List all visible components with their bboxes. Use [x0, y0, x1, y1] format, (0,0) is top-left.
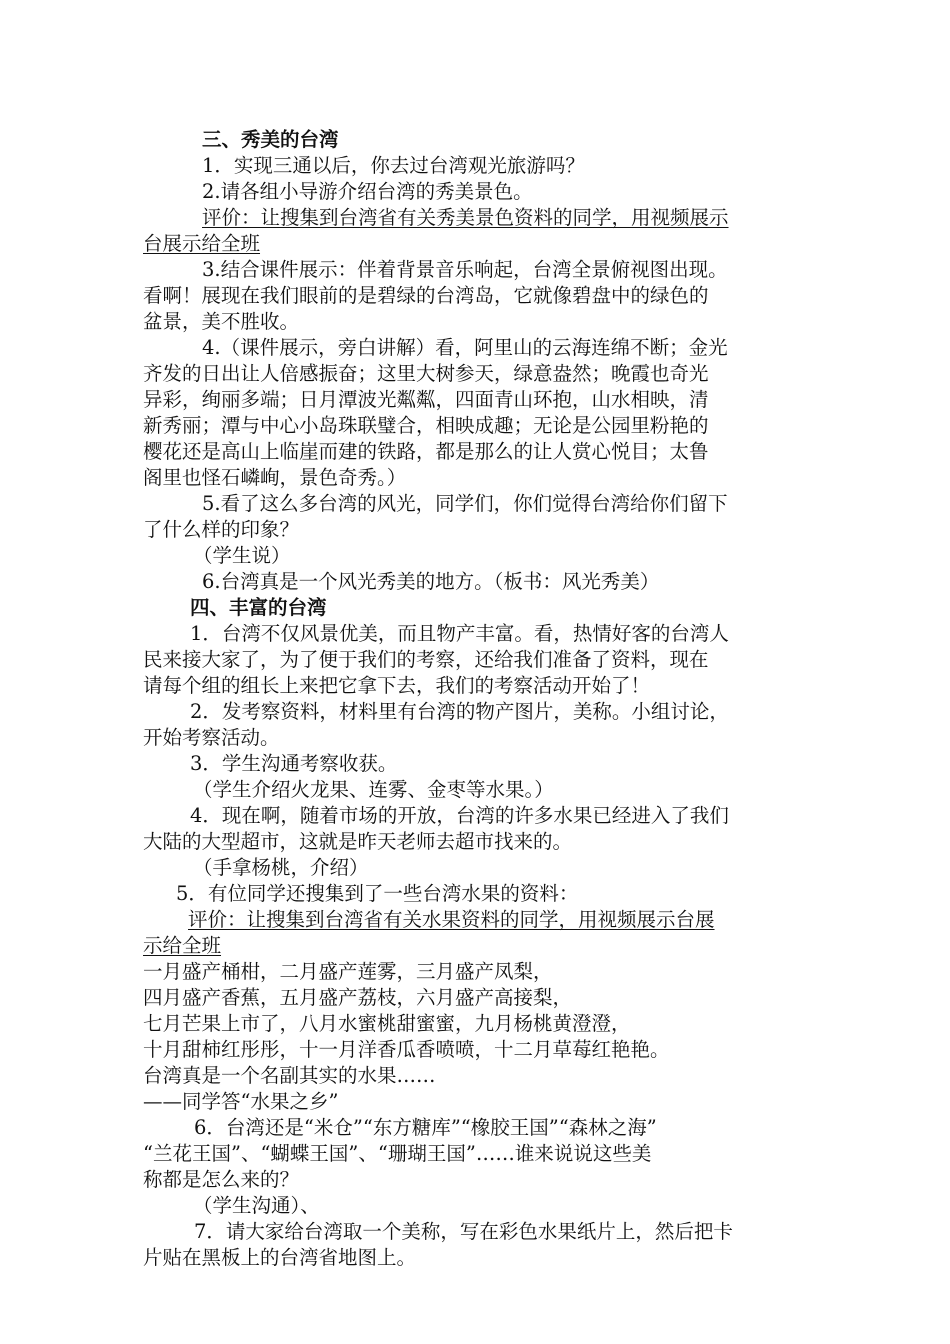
paragraph-line: 民来接大家了，为了便于我们的考察，还给我们准备了资料，现在	[143, 648, 709, 671]
poem-line: 七月芒果上市了，八月水蜜桃甜蜜蜜，九月杨桃黄澄澄，	[143, 1012, 631, 1035]
evaluation-note-line: 示给全班	[143, 934, 222, 957]
paragraph-line: 看啊！展现在我们眼前的是碧绿的台湾岛，它就像碧盘中的绿色的	[143, 284, 709, 307]
poem-line: 四月盛产香蕉，五月盛产荔枝，六月盛产高接梨，	[143, 986, 573, 1009]
paragraph-line: 6．台湾还是“米仓”“东方糖库”“橡胶王国”“森林之海”	[194, 1116, 657, 1139]
paragraph-line: （学生介绍火龙果、连雾、金枣等水果。）	[193, 778, 554, 801]
paragraph-line: 异彩，绚丽多端；日月潭波光粼粼，四面青山环抱，山水相映，清	[143, 388, 709, 411]
paragraph-line: 片贴在黑板上的台湾省地图上。	[143, 1246, 417, 1269]
paragraph-line: 4．现在啊，随着市场的开放，台湾的许多水果已经进入了我们	[190, 804, 729, 827]
paragraph-line: 请每个组的组长上来把它拿下去，我们的考察活动开始了！	[143, 674, 651, 697]
paragraph-line: 1．台湾不仅风景优美，而且物产丰富。看，热情好客的台湾人	[190, 622, 729, 645]
paragraph-line: 大陆的大型超市，这就是昨天老师去超市找来的。	[143, 830, 573, 853]
paragraph-line: 5．有位同学还搜集到了一些台湾水果的资料：	[176, 882, 579, 905]
section-heading-3: 三、秀美的台湾	[202, 128, 339, 151]
paragraph-line: 了什么样的印象？	[143, 518, 300, 541]
paragraph-line: 4.（课件展示，旁白讲解）看，阿里山的云海连绵不断；金光	[202, 336, 728, 359]
poem-line: 十月甜柿红彤彤，十一月洋香瓜香喷喷，十二月草莓红艳艳。	[143, 1038, 670, 1061]
paragraph-line: 樱花还是高山上临崖而建的铁路，都是那么的让人赏心悦目；太鲁	[143, 440, 709, 463]
paragraph-line: 6.台湾真是一个风光秀美的地方。（板书：风光秀美）	[202, 570, 660, 593]
paragraph-line: 称都是怎么来的？	[143, 1168, 300, 1191]
paragraph-line: 3.结合课件展示：伴着背景音乐响起，台湾全景俯视图出现。	[202, 258, 728, 281]
paragraph-line: 新秀丽；潭与中心小岛珠联璧合，相映成趣；无论是公园里粉艳的	[143, 414, 709, 437]
paragraph-line: （手拿杨桃，介绍）	[193, 856, 369, 879]
paragraph-line: 盆景，美不胜收。	[143, 310, 300, 333]
paragraph-line: 阁里也怪石嶙峋，景色奇秀。）	[143, 466, 407, 489]
section-heading-4: 四、丰富的台湾	[190, 596, 327, 619]
poem-line: ——同学答“水果之乡”	[143, 1090, 339, 1113]
paragraph-line: 2．发考察资料，材料里有台湾的物产图片，美称。小组讨论，	[190, 700, 729, 723]
paragraph-line: 1．实现三通以后，你去过台湾观光旅游吗？	[202, 154, 585, 177]
paragraph-line: “兰花王国”、“蝴蝶王国”、“珊瑚王国”……谁来说说这些美	[143, 1142, 652, 1165]
paragraph-line: 7．请大家给台湾取一个美称，写在彩色水果纸片上，然后把卡	[194, 1220, 733, 1243]
evaluation-note-line: 评价：让搜集到台湾省有关秀美景色资料的同学，用视频展示	[202, 206, 729, 229]
paragraph-line: 齐发的日出让人倍感振奋；这里大树参天，绿意盎然；晚霞也奇光	[143, 362, 709, 385]
paragraph-line: （学生说）	[193, 544, 291, 567]
poem-line: 台湾真是一个名副其实的水果……	[143, 1064, 436, 1087]
paragraph-line: 开始考察活动。	[143, 726, 280, 749]
paragraph-line: 3．学生沟通考察收获。	[190, 752, 398, 775]
paragraph-line: 2.请各组小导游介绍台湾的秀美景色。	[202, 180, 533, 203]
paragraph-line: 5.看了这么多台湾的风光，同学们，你们觉得台湾给你们留下	[202, 492, 728, 515]
paragraph-line: （学生沟通）、	[193, 1194, 320, 1217]
evaluation-note-line: 台展示给全班	[143, 232, 261, 255]
poem-line: 一月盛产桶柑，二月盛产莲雾，三月盛产凤梨，	[143, 960, 553, 983]
evaluation-note-line: 评价：让搜集到台湾省有关水果资料的同学，用视频展示台展	[188, 908, 715, 931]
